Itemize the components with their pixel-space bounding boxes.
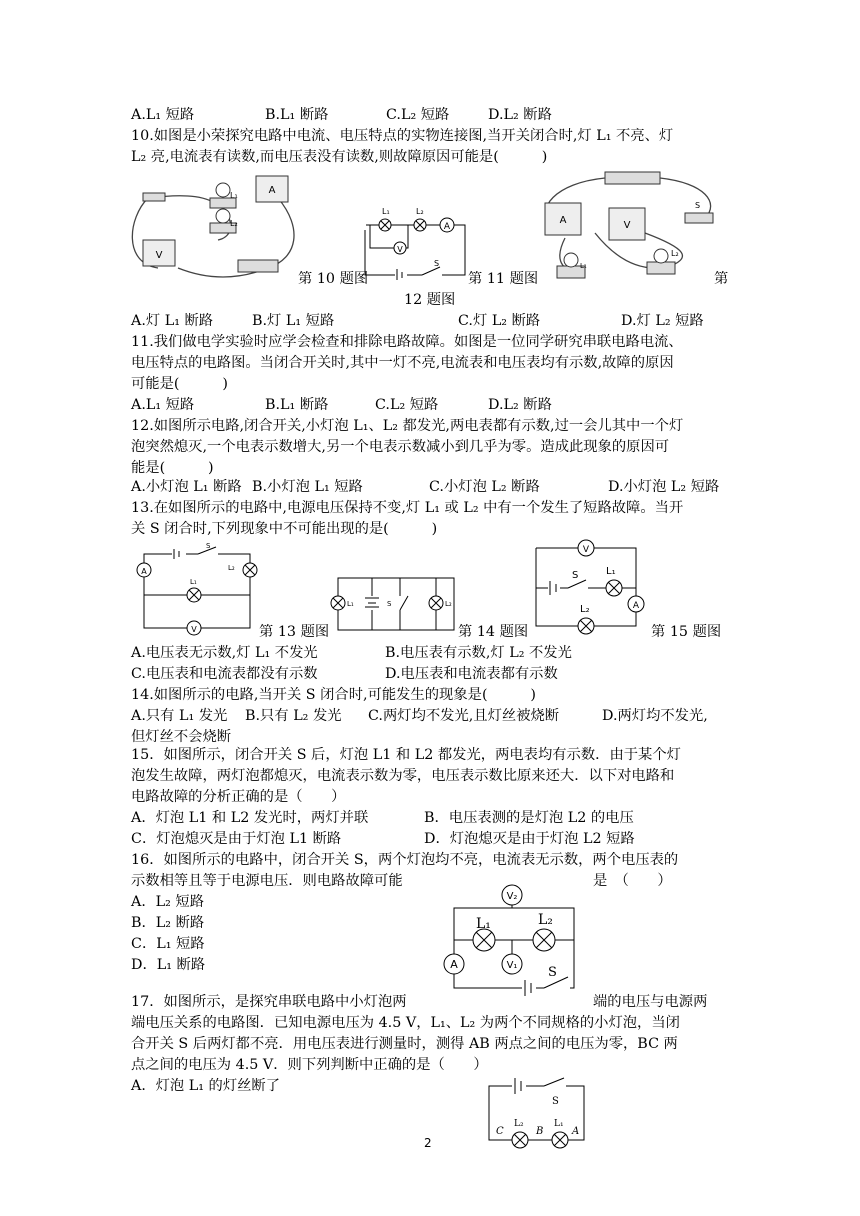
svg-text:L₂: L₂ [538, 912, 553, 928]
svg-text:A: A [632, 601, 640, 611]
q17-text-line1b: 端的电压与电源两 [593, 994, 708, 1010]
q9-option-d: D.L₂ 断路 [488, 107, 552, 123]
q13-option-a: A.电压表无示数,灯 L₁ 不发光 [131, 645, 318, 661]
figure-11-schematic [360, 200, 470, 280]
q13-text-line2: 关 S 闭合时,下列现象中不可能出现的是( ) [131, 521, 438, 537]
q16-option-b: B．L₂ 断路 [131, 915, 205, 931]
svg-text:A: A [450, 958, 458, 971]
svg-text:L₁: L₁ [580, 262, 587, 270]
q15-text-line3: 电路故障的分析正确的是（ ） [131, 789, 346, 805]
fig11-caption: 第 11 题图 [468, 271, 539, 287]
q17-text-line2: 端电压关系的电路图．已知电源电压为 4.5 V，L₁、L₂ 为两个不同规格的小灯泡，当闭 [131, 1015, 680, 1031]
svg-text:A: A [141, 567, 147, 576]
q11-option-d: D.L₂ 断路 [488, 397, 552, 413]
svg-text:S: S [206, 542, 211, 550]
q12-text-line1: 12.如图所示电路,闭合开关,小灯泡 L₁、L₂ 都发光,两电表都有示数,过一会儿其中一个灯 [131, 418, 684, 434]
q17-option-a: A．灯泡 L₁ 的灯丝断了 [131, 1078, 281, 1094]
q12-option-d: D.小灯泡 L₂ 短路 [608, 479, 720, 495]
q17-text-line3: 合开关 S 后两灯都不亮．用电压表进行测量时，测得 AB 两点之间的电压为零，BC 两 [131, 1036, 678, 1052]
figure-16-circuit [436, 880, 596, 996]
svg-text:V₂: V₂ [506, 891, 518, 902]
q15-text-line2: 泡发生故障，两灯泡都熄灭，电流表示数为零，电压表示数比原来还大．以下对电路和 [131, 768, 675, 784]
q12-option-c: C.小灯泡 L₂ 断路 [429, 479, 540, 495]
svg-text:L₁: L₁ [190, 578, 197, 586]
svg-text:L₂: L₂ [671, 249, 679, 258]
fig15-caption: 第 15 题图 [651, 624, 722, 640]
svg-text:L₁: L₁ [230, 191, 238, 200]
svg-text:A: A [559, 215, 567, 226]
svg-text:S: S [695, 201, 701, 210]
q16-text-line2b: 是 （ ） [593, 873, 672, 889]
q17-text-line4: 点之间的电压为 4.5 V．则下列判断中正确的是（ ） [131, 1057, 488, 1073]
fig12-caption-suffix: 12 题图 [404, 292, 456, 308]
q11-option-b: B.L₁ 断路 [265, 397, 329, 413]
svg-text:V₁: V₁ [506, 960, 518, 971]
svg-text:L₂: L₂ [580, 604, 590, 615]
svg-text:S: S [552, 1096, 559, 1107]
fig10-caption: 第 10 题图 [298, 271, 369, 287]
q13-text-line1: 13.在如图所示的电路中,电源电压保持不变,灯 L₁ 或 L₂ 中有一个发生了短路故障。当开 [131, 500, 684, 516]
q14-option-a: A.只有 L₁ 发光 [131, 708, 228, 724]
svg-text:L₂: L₂ [514, 1119, 524, 1129]
figure-17-circuit [484, 1076, 594, 1152]
q14-option-d: D.两灯均不发光, [602, 708, 708, 724]
q12-option-b: B.小灯泡 L₁ 短路 [252, 479, 363, 495]
q9-option-a: A.L₁ 短路 [131, 107, 195, 123]
q11-option-a: A.L₁ 短路 [131, 397, 195, 413]
q9-option-b: B.L₁ 断路 [265, 107, 329, 123]
q10-text-line2: L₂ 亮,电流表有读数,而电压表没有读数,则故障原因可能是( ) [131, 149, 548, 165]
q15-option-b: B．电压表测的是灯泡 L2 的电压 [424, 810, 634, 826]
svg-text:V: V [155, 250, 163, 261]
q14-text-line3: 但灯丝不会烧断 [131, 729, 232, 745]
q10-option-c: C.灯 L₂ 断路 [458, 313, 541, 329]
svg-text:L₁: L₁ [476, 916, 491, 932]
fig13-caption: 第 13 题图 [259, 624, 330, 640]
q9-option-c: C.L₂ 短路 [386, 107, 450, 123]
svg-text:L₁: L₁ [347, 600, 354, 608]
svg-text:C: C [496, 1126, 504, 1137]
q16-option-c: C．L₁ 短路 [131, 936, 205, 952]
svg-text:S: S [548, 965, 557, 980]
q15-option-c: C．灯泡熄灭是由于灯泡 L1 断路 [131, 831, 342, 847]
svg-text:V: V [397, 245, 403, 254]
figure-13-circuit [132, 540, 260, 640]
q12-text-line3: 能是( ) [131, 460, 214, 476]
q16-text-line2a: 示数相等且等于电源电压．则电路故障可能 [131, 873, 403, 889]
svg-text:L₂: L₂ [445, 600, 452, 608]
svg-text:S: S [434, 259, 440, 268]
svg-text:L₁: L₁ [606, 566, 616, 577]
q13-option-d: D.电压表和电流表都有示数 [385, 666, 558, 682]
q14-option-c: C.两灯均不发光,且灯丝被烧断 [368, 708, 560, 724]
q11-text-line2: 电压特点的电路图。当闭合开关时,其中一灯不亮,电流表和电压表均有示数,故障的原因 [131, 355, 674, 371]
q11-text-line1: 11.我们做电学实验时应学会检查和排除电路故障。如图是一位同学研究串联电路电流、 [131, 334, 683, 350]
svg-text:L₂: L₂ [416, 207, 424, 216]
page-number: 2 [424, 1136, 432, 1150]
q11-text-line3: 可能是( ) [131, 376, 228, 392]
svg-text:A: A [268, 185, 276, 196]
q13-option-c: C.电压表和电流表都没有示数 [131, 666, 318, 682]
q10-option-b: B.灯 L₁ 短路 [252, 313, 335, 329]
q16-option-a: A．L₂ 短路 [131, 894, 204, 910]
q15-option-a: A．灯泡 L1 和 L2 发光时，两灯并联 [131, 810, 369, 826]
svg-text:A: A [572, 1126, 580, 1137]
q14-text-line1: 14.如图所示的电路,当开关 S 闭合时,可能发生的现象是( ) [131, 687, 536, 703]
svg-text:S: S [387, 600, 392, 608]
svg-text:V: V [623, 220, 631, 231]
q13-option-b: B.电压表有示数,灯 L₂ 不发光 [385, 645, 572, 661]
figure-10-wiring [128, 168, 303, 283]
figure-15-circuit [526, 538, 656, 640]
q10-text-line1: 10.如图是小荣探究电路中电流、电压特点的实物连接图,当开关闭合时,灯 L₁ 不亮、灯 [131, 128, 674, 144]
q11-option-c: C.L₂ 短路 [375, 397, 439, 413]
q16-option-d: D．L₁ 断路 [131, 957, 206, 973]
svg-text:L₁: L₁ [382, 207, 390, 216]
q14-option-b: B.只有 L₂ 发光 [245, 708, 342, 724]
q10-option-d: D.灯 L₂ 短路 [621, 313, 704, 329]
svg-text:L₂: L₂ [230, 219, 238, 228]
svg-text:V: V [582, 545, 590, 555]
q16-text-line1: 16．如图所示的电路中，闭合开关 S，两个灯泡均不亮，电流表无示数，两个电压表的 [131, 852, 679, 868]
svg-text:S: S [572, 570, 579, 581]
q12-text-line2: 泡突然熄灭,一个电表示数增大,另一个电表示数减小到几乎为零。造成此现象的原因可 [131, 439, 670, 455]
q17-text-line1a: 17．如图所示，是探究串联电路中小灯泡两 [131, 994, 407, 1010]
q10-option-a: A.灯 L₁ 断路 [131, 313, 214, 329]
fig12-caption-prefix: 第 [714, 271, 729, 287]
svg-text:V: V [191, 625, 197, 634]
figure-12-wiring [535, 168, 730, 286]
q15-text-line1: 15．如图所示，闭合开关 S 后，灯泡 L1 和 L2 都发光，两电表均有示数．由于某个灯 [131, 747, 681, 763]
figure-14-circuit [330, 570, 462, 638]
q15-option-d: D．灯泡熄灭是由于灯泡 L2 短路 [424, 831, 635, 847]
q12-option-a: A.小灯泡 L₁ 断路 [131, 479, 242, 495]
fig14-caption: 第 14 题图 [458, 624, 529, 640]
svg-text:L₁: L₁ [554, 1119, 564, 1129]
svg-text:B: B [536, 1126, 544, 1137]
svg-text:L₂: L₂ [228, 564, 235, 572]
svg-text:A: A [443, 222, 451, 232]
